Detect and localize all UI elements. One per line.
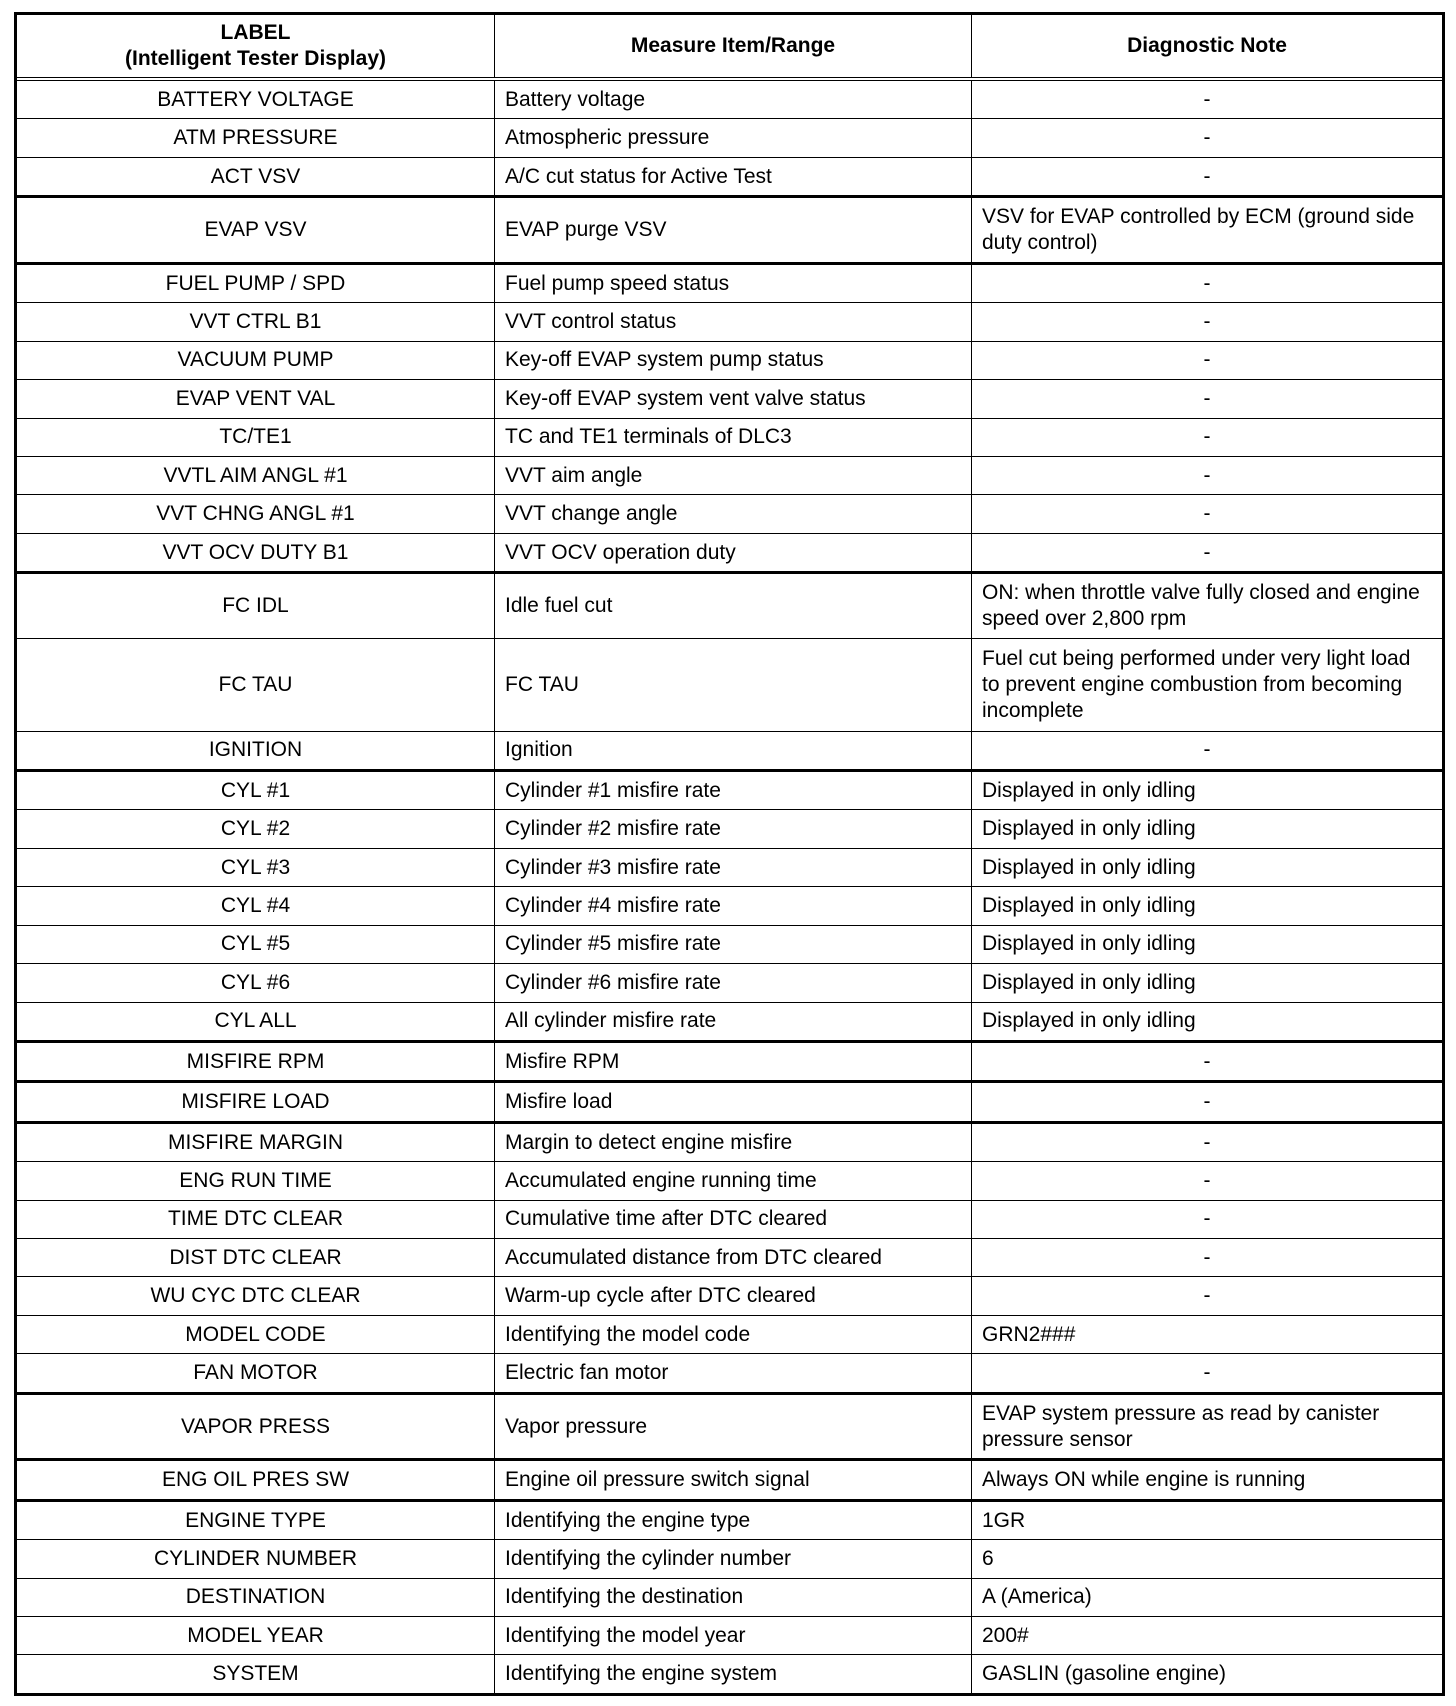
table-row	[17, 494, 1442, 532]
table-row	[17, 1238, 1442, 1276]
row-diagnostic-note: Fuel cut being performed under very light load to prevent engine combustion from becoming incomplete	[971, 639, 1442, 731]
row-diagnostic-note: -	[971, 158, 1442, 195]
row-label: FC TAU	[218, 672, 293, 696]
row-measure-item: Cylinder #4 misfire rate	[494, 887, 971, 924]
row-label: TC/TE1	[219, 425, 292, 449]
table-row	[17, 1353, 1442, 1391]
row-label: CYLINDER NUMBER	[153, 1546, 358, 1570]
row-measure-item: EVAP purge VSV	[494, 198, 971, 262]
row-diagnostic-note: -	[971, 380, 1442, 417]
row-label: MISFIRE MARGIN	[167, 1130, 343, 1154]
row-label: ACT VSV	[210, 164, 301, 188]
row-measure-item: A/C cut status for Active Test	[494, 158, 971, 195]
row-measure-item: VVT control status	[494, 303, 971, 340]
row-measure-item: Accumulated distance from DTC cleared	[494, 1239, 971, 1276]
row-label: TIME DTC CLEAR	[167, 1207, 343, 1231]
row-measure-item: All cylinder misfire rate	[494, 1003, 971, 1040]
table-row	[17, 302, 1442, 340]
row-measure-item: Identifying the model year	[494, 1617, 971, 1654]
row-diagnostic-note: Displayed in only idling	[971, 926, 1442, 963]
row-label: CYL #6	[220, 970, 291, 994]
row-label: VVT OCV DUTY B1	[162, 540, 349, 564]
row-diagnostic-note: Displayed in only idling	[971, 772, 1442, 809]
row-measure-item: Key-off EVAP system pump status	[494, 342, 971, 379]
row-measure-item: Cylinder #6 misfire rate	[494, 964, 971, 1001]
table-row	[17, 195, 1442, 262]
table-row	[17, 886, 1442, 924]
row-measure-item: Identifying the engine system	[494, 1655, 971, 1692]
row-measure-item: Cylinder #3 misfire rate	[494, 849, 971, 886]
table-row	[17, 963, 1442, 1001]
row-label: FC IDL	[222, 594, 289, 618]
row-measure-item: Battery voltage	[494, 81, 971, 118]
row-label: CYL #4	[220, 893, 291, 917]
row-diagnostic-note: Displayed in only idling	[971, 849, 1442, 886]
row-measure-item: Fuel pump speed status	[494, 265, 971, 302]
row-label: CYL #5	[220, 932, 291, 956]
row-measure-item: Atmospheric pressure	[494, 119, 971, 156]
row-label: WU CYC DTC CLEAR	[150, 1284, 361, 1308]
row-measure-item: Electric fan motor	[494, 1354, 971, 1391]
row-diagnostic-note: -	[971, 303, 1442, 340]
row-diagnostic-note: -	[971, 1201, 1442, 1238]
row-label: ENGINE TYPE	[185, 1508, 326, 1532]
row-measure-item: Vapor pressure	[494, 1395, 971, 1459]
row-measure-item: Misfire load	[494, 1083, 971, 1120]
table-row	[17, 1276, 1442, 1314]
row-label: MISFIRE LOAD	[181, 1090, 330, 1114]
row-measure-item: Identifying the cylinder number	[494, 1540, 971, 1577]
row-label: ENG OIL PRES SW	[161, 1468, 350, 1492]
header-measure-item: Measure Item/Range	[494, 15, 971, 77]
row-diagnostic-note: VSV for EVAP controlled by ECM (ground side duty control)	[971, 198, 1442, 262]
row-label: FAN MOTOR	[193, 1361, 318, 1385]
row-diagnostic-note: -	[971, 457, 1442, 494]
row-diagnostic-note: -	[971, 81, 1442, 118]
row-diagnostic-note: -	[971, 1277, 1442, 1314]
header-label: LABEL (Intelligent Tester Display)	[125, 21, 386, 70]
row-diagnostic-note: A (America)	[971, 1579, 1442, 1616]
row-label: DIST DTC CLEAR	[169, 1245, 342, 1269]
row-diagnostic-note: -	[971, 732, 1442, 769]
row-measure-item: Cylinder #2 misfire rate	[494, 810, 971, 847]
table-row	[17, 1080, 1442, 1120]
row-label: BATTERY VOLTAGE	[157, 87, 354, 111]
row-label: FUEL PUMP / SPD	[165, 271, 346, 295]
row-measure-item: Identifying the destination	[494, 1579, 971, 1616]
row-diagnostic-note: -	[971, 1083, 1442, 1120]
table-row	[17, 1002, 1442, 1040]
row-diagnostic-note: Displayed in only idling	[971, 887, 1442, 924]
table-header	[17, 15, 1442, 81]
row-label: IGNITION	[208, 738, 303, 762]
row-diagnostic-note: GASLIN (gasoline engine)	[971, 1655, 1442, 1692]
row-measure-item: Idle fuel cut	[494, 574, 971, 638]
table-row	[17, 638, 1442, 731]
table-row	[17, 571, 1442, 638]
row-label: MODEL YEAR	[187, 1623, 324, 1647]
row-measure-item: VVT aim angle	[494, 457, 971, 494]
row-label: MODEL CODE	[185, 1322, 326, 1346]
table-row	[17, 1578, 1442, 1616]
row-diagnostic-note: Always ON while engine is running	[971, 1461, 1442, 1498]
row-label: CYL #2	[220, 817, 291, 841]
row-label: ENG RUN TIME	[179, 1168, 332, 1192]
table-row	[17, 379, 1442, 417]
row-diagnostic-note: -	[971, 495, 1442, 532]
table-row	[17, 769, 1442, 809]
row-diagnostic-note: -	[971, 1124, 1442, 1161]
row-measure-item: Margin to detect engine misfire	[494, 1124, 971, 1161]
row-measure-item: Cumulative time after DTC cleared	[494, 1201, 971, 1238]
table-row	[17, 456, 1442, 494]
row-label: EVAP VSV	[204, 218, 307, 242]
row-diagnostic-note: 200#	[971, 1617, 1442, 1654]
row-diagnostic-note: GRN2###	[971, 1316, 1442, 1353]
row-label: VAPOR PRESS	[181, 1414, 330, 1438]
table-row	[17, 1315, 1442, 1353]
table-row	[17, 809, 1442, 847]
table-row	[17, 157, 1442, 195]
row-label: VVT CHNG ANGL #1	[156, 502, 355, 526]
row-measure-item: VVT change angle	[494, 495, 971, 532]
row-diagnostic-note: -	[971, 1162, 1442, 1199]
row-label: SYSTEM	[212, 1662, 299, 1686]
table-row	[17, 81, 1442, 118]
row-diagnostic-note: -	[971, 265, 1442, 302]
table-row	[17, 118, 1442, 156]
row-measure-item: Warm-up cycle after DTC cleared	[494, 1277, 971, 1314]
row-label: ATM PRESSURE	[173, 126, 338, 150]
table-body	[17, 81, 1442, 1693]
table-row	[17, 341, 1442, 379]
table-row	[17, 1392, 1442, 1459]
table-row	[17, 533, 1442, 571]
row-label: DESTINATION	[185, 1585, 326, 1609]
table-row	[17, 1499, 1442, 1539]
row-diagnostic-note: 1GR	[971, 1502, 1442, 1539]
row-measure-item: TC and TE1 terminals of DLC3	[494, 419, 971, 456]
row-diagnostic-note: -	[971, 534, 1442, 571]
row-diagnostic-note: ON: when throttle valve fully closed and engine speed over 2,800 rpm	[971, 574, 1442, 638]
table-row	[17, 1654, 1442, 1692]
table-row	[17, 925, 1442, 963]
table-row	[17, 1121, 1442, 1161]
row-measure-item: Cylinder #1 misfire rate	[494, 772, 971, 809]
table-row	[17, 1200, 1442, 1238]
row-measure-item: FC TAU	[494, 639, 971, 731]
row-measure-item: Identifying the model code	[494, 1316, 971, 1353]
row-label: VVTL AIM ANGL #1	[163, 463, 348, 487]
table-row	[17, 1161, 1442, 1199]
row-diagnostic-note: -	[971, 119, 1442, 156]
row-diagnostic-note: 6	[971, 1540, 1442, 1577]
row-measure-item: Misfire RPM	[494, 1043, 971, 1080]
table-row	[17, 1040, 1442, 1080]
row-label: CYL ALL	[214, 1009, 297, 1033]
row-label: MISFIRE RPM	[186, 1049, 325, 1073]
row-diagnostic-note: -	[971, 1354, 1442, 1391]
row-label: VVT CTRL B1	[189, 310, 322, 334]
row-diagnostic-note: -	[971, 342, 1442, 379]
table-row	[17, 1616, 1442, 1654]
table-row	[17, 262, 1442, 302]
row-label: CYL #3	[220, 855, 291, 879]
row-diagnostic-note: Displayed in only idling	[971, 1003, 1442, 1040]
row-measure-item: Accumulated engine running time	[494, 1162, 971, 1199]
row-measure-item: Cylinder #5 misfire rate	[494, 926, 971, 963]
table-row	[17, 1539, 1442, 1577]
header-diagnostic-note: Diagnostic Note	[971, 15, 1442, 77]
row-diagnostic-note: -	[971, 1043, 1442, 1080]
row-diagnostic-note: -	[971, 419, 1442, 456]
table-row	[17, 848, 1442, 886]
row-label: VACUUM PUMP	[177, 348, 334, 372]
row-diagnostic-note: Displayed in only idling	[971, 810, 1442, 847]
row-measure-item: Key-off EVAP system vent valve status	[494, 380, 971, 417]
row-diagnostic-note: EVAP system pressure as read by canister pressure sensor	[971, 1395, 1442, 1459]
row-label: CYL #1	[220, 778, 291, 802]
row-diagnostic-note: Displayed in only idling	[971, 964, 1442, 1001]
row-label: EVAP VENT VAL	[175, 386, 336, 410]
row-diagnostic-note: -	[971, 1239, 1442, 1276]
table-row	[17, 1458, 1442, 1498]
row-measure-item: VVT OCV operation duty	[494, 534, 971, 571]
row-measure-item: Identifying the engine type	[494, 1502, 971, 1539]
diagnostic-data-table	[14, 12, 1445, 1696]
table-row	[17, 731, 1442, 769]
row-measure-item: Engine oil pressure switch signal	[494, 1461, 971, 1498]
row-measure-item: Ignition	[494, 732, 971, 769]
table-row	[17, 418, 1442, 456]
